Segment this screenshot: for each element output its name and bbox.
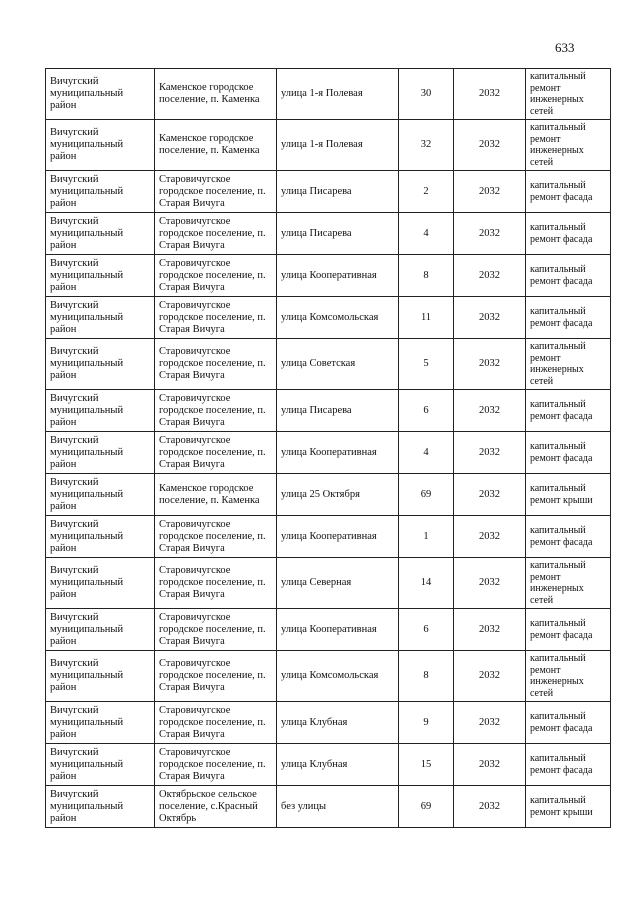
work-type-cell: капитальный ремонт инженерных сетей [526, 558, 611, 609]
settlement-cell: Старовичугское городское поселение, п. Старая Вичуга [155, 516, 277, 558]
table-row [46, 786, 611, 828]
work-type-cell: капитальный ремонт инженерных сетей [526, 651, 611, 702]
house-number-cell: 4 [399, 432, 454, 474]
settlement-cell: Каменское городское поселение, п. Каменка [155, 474, 277, 516]
street-cell: улица Советская [277, 339, 399, 390]
street-cell: улица Комсомольская [277, 297, 399, 339]
house-number-cell: 6 [399, 609, 454, 651]
house-number-cell: 9 [399, 702, 454, 744]
year-cell: 2032 [454, 744, 526, 786]
settlement-cell: Старовичугское городское поселение, п. Старая Вичуга [155, 744, 277, 786]
table-row [46, 432, 611, 474]
settlement-cell: Каменское городское поселение, п. Каменка [155, 120, 277, 171]
district-cell: Вичугский муниципальный район [46, 339, 155, 390]
year-cell: 2032 [454, 702, 526, 744]
year-cell: 2032 [454, 297, 526, 339]
house-number-cell: 14 [399, 558, 454, 609]
district-cell: Вичугский муниципальный район [46, 390, 155, 432]
table-row [46, 255, 611, 297]
table-row [46, 651, 611, 702]
work-type-cell: капитальный ремонт инженерных сетей [526, 69, 611, 120]
district-cell: Вичугский муниципальный район [46, 744, 155, 786]
district-cell: Вичугский муниципальный район [46, 702, 155, 744]
table-body [46, 69, 611, 828]
work-type-cell: капитальный ремонт фасада [526, 213, 611, 255]
settlement-cell: Старовичугское городское поселение, п. Старая Вичуга [155, 339, 277, 390]
street-cell: улица Писарева [277, 213, 399, 255]
year-cell: 2032 [454, 213, 526, 255]
settlement-cell: Старовичугское городское поселение, п. Старая Вичуга [155, 390, 277, 432]
district-cell: Вичугский муниципальный район [46, 297, 155, 339]
house-number-cell: 4 [399, 213, 454, 255]
district-cell: Вичугский муниципальный район [46, 213, 155, 255]
house-number-cell: 6 [399, 390, 454, 432]
work-type-cell: капитальный ремонт фасада [526, 744, 611, 786]
district-cell: Вичугский муниципальный район [46, 255, 155, 297]
district-cell: Вичугский муниципальный район [46, 171, 155, 213]
work-type-cell: капитальный ремонт фасада [526, 516, 611, 558]
street-cell: улица Кооперативная [277, 516, 399, 558]
table-row [46, 213, 611, 255]
settlement-cell: Старовичугское городское поселение, п. Старая Вичуга [155, 651, 277, 702]
settlement-cell: Старовичугское городское поселение, п. Старая Вичуга [155, 558, 277, 609]
street-cell: улица Кооперативная [277, 432, 399, 474]
work-type-cell: капитальный ремонт крыши [526, 474, 611, 516]
year-cell: 2032 [454, 255, 526, 297]
settlement-cell: Старовичугское городское поселение, п. Старая Вичуга [155, 171, 277, 213]
street-cell: улица Клубная [277, 744, 399, 786]
settlement-cell: Старовичугское городское поселение, п. Старая Вичуга [155, 702, 277, 744]
settlement-cell: Старовичугское городское поселение, п. Старая Вичуга [155, 213, 277, 255]
house-number-cell: 11 [399, 297, 454, 339]
table-row [46, 120, 611, 171]
district-cell: Вичугский муниципальный район [46, 558, 155, 609]
table-row [46, 609, 611, 651]
street-cell: улица Кооперативная [277, 609, 399, 651]
table-row [46, 474, 611, 516]
house-number-cell: 15 [399, 744, 454, 786]
work-type-cell: капитальный ремонт инженерных сетей [526, 339, 611, 390]
district-cell: Вичугский муниципальный район [46, 69, 155, 120]
settlement-cell: Старовичугское городское поселение, п. Старая Вичуга [155, 432, 277, 474]
house-number-cell: 2 [399, 171, 454, 213]
work-type-cell: капитальный ремонт крыши [526, 786, 611, 828]
year-cell: 2032 [454, 786, 526, 828]
table-row [46, 558, 611, 609]
street-cell: улица 25 Октября [277, 474, 399, 516]
year-cell: 2032 [454, 69, 526, 120]
settlement-cell: Старовичугское городское поселение, п. Старая Вичуга [155, 297, 277, 339]
house-number-cell: 69 [399, 474, 454, 516]
table-row [46, 702, 611, 744]
street-cell: улица Кооперативная [277, 255, 399, 297]
district-cell: Вичугский муниципальный район [46, 516, 155, 558]
table-row [46, 339, 611, 390]
table-row [46, 390, 611, 432]
settlement-cell: Каменское городское поселение, п. Каменка [155, 69, 277, 120]
year-cell: 2032 [454, 171, 526, 213]
work-type-cell: капитальный ремонт инженерных сетей [526, 120, 611, 171]
work-type-cell: капитальный ремонт фасада [526, 171, 611, 213]
year-cell: 2032 [454, 558, 526, 609]
street-cell: улица Комсомольская [277, 651, 399, 702]
year-cell: 2032 [454, 432, 526, 474]
house-number-cell: 8 [399, 651, 454, 702]
district-cell: Вичугский муниципальный район [46, 474, 155, 516]
work-type-cell: капитальный ремонт фасада [526, 702, 611, 744]
house-number-cell: 5 [399, 339, 454, 390]
work-type-cell: капитальный ремонт фасада [526, 255, 611, 297]
table-row [46, 297, 611, 339]
table-row [46, 69, 611, 120]
street-cell: улица Писарева [277, 171, 399, 213]
district-cell: Вичугский муниципальный район [46, 609, 155, 651]
year-cell: 2032 [454, 474, 526, 516]
page-number: 633 [555, 40, 575, 55]
street-cell: улица 1-я Полевая [277, 120, 399, 171]
year-cell: 2032 [454, 120, 526, 171]
year-cell: 2032 [454, 339, 526, 390]
street-cell: улица Клубная [277, 702, 399, 744]
street-cell: улица Северная [277, 558, 399, 609]
house-number-cell: 8 [399, 255, 454, 297]
year-cell: 2032 [454, 390, 526, 432]
repair-schedule-table [45, 68, 611, 828]
district-cell: Вичугский муниципальный район [46, 786, 155, 828]
house-number-cell: 30 [399, 69, 454, 120]
work-type-cell: капитальный ремонт фасада [526, 297, 611, 339]
settlement-cell: Октябрьское сельское поселение, с.Красный Октябрь [155, 786, 277, 828]
settlement-cell: Старовичугское городское поселение, п. Старая Вичуга [155, 609, 277, 651]
street-cell: улица Писарева [277, 390, 399, 432]
work-type-cell: капитальный ремонт фасада [526, 390, 611, 432]
year-cell: 2032 [454, 609, 526, 651]
street-cell: без улицы [277, 786, 399, 828]
year-cell: 2032 [454, 651, 526, 702]
street-cell: улица 1-я Полевая [277, 69, 399, 120]
district-cell: Вичугский муниципальный район [46, 432, 155, 474]
work-type-cell: капитальный ремонт фасада [526, 609, 611, 651]
table-row [46, 171, 611, 213]
house-number-cell: 69 [399, 786, 454, 828]
house-number-cell: 32 [399, 120, 454, 171]
district-cell: Вичугский муниципальный район [46, 120, 155, 171]
table-row [46, 516, 611, 558]
house-number-cell: 1 [399, 516, 454, 558]
district-cell: Вичугский муниципальный район [46, 651, 155, 702]
work-type-cell: капитальный ремонт фасада [526, 432, 611, 474]
table-row [46, 744, 611, 786]
settlement-cell: Старовичугское городское поселение, п. Старая Вичуга [155, 255, 277, 297]
year-cell: 2032 [454, 516, 526, 558]
